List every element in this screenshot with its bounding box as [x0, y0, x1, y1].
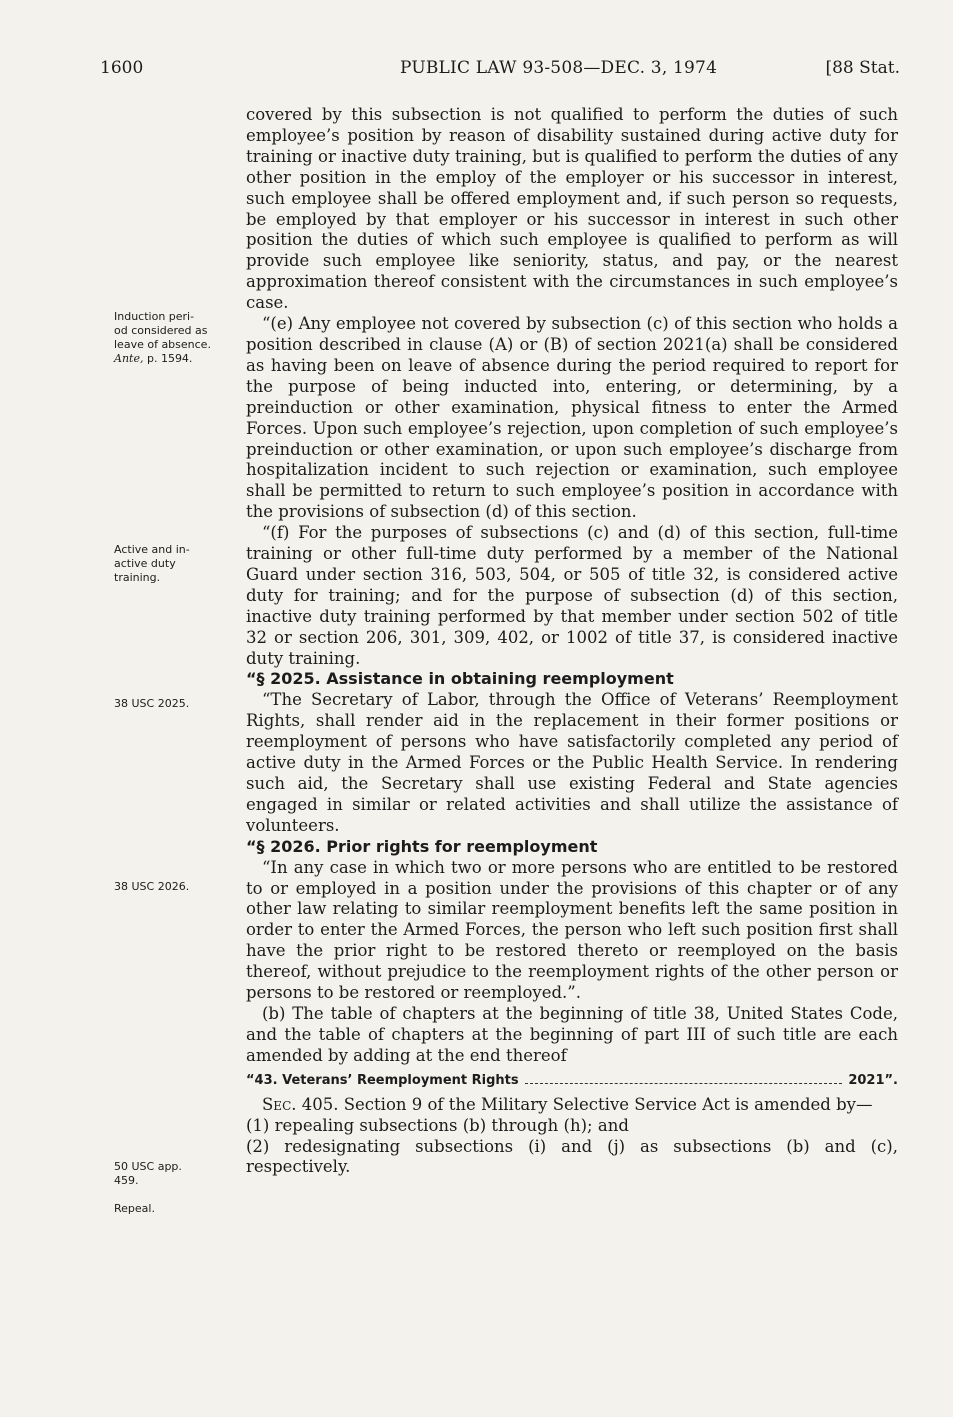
paragraph-continuation: covered by this subsection is not qualified to perform the duties of such employee’s position by reason of disability sustained during active duty for training or inactive duty training, but is qualified to perform the duties of any other position in the employ of the employer or his successor in interest, such employee shall be offered employment and, if such person so requests, be employed by that employer or his successor in interest in such other position the duties of which such employee is qualified to perform as will provide such employee like seniority, status, and pay, or the nearest approximation thereof consistent with the circumstances in such employee’s case. — [246, 105, 898, 313]
toc-section-number: 2021”. — [848, 1072, 898, 1088]
margin-note-usc-2026: 38 USC 2026. — [114, 880, 190, 893]
margin-note-line: leave of absence. — [114, 338, 211, 351]
section-heading-2025: “§ 2025. Assistance in obtaining reemployment — [246, 669, 674, 689]
margin-note-line: 50 USC app. — [114, 1160, 182, 1173]
paragraph-subsection-b: (b) The table of chapters at the beginning of title 38, United States Code, and the table of chapters at the beginning of part III of such title are each amended by adding at the end thereof — [246, 1003, 898, 1065]
margin-note-usc-459 — [114, 1160, 236, 1188]
margin-note-active-duty — [114, 543, 236, 585]
page-header — [100, 58, 900, 88]
margin-note-usc-2025: 38 USC 2025. — [114, 697, 190, 710]
body-text — [246, 105, 898, 1178]
margin-note-line: 459. — [114, 1174, 139, 1187]
margin-note-line: Induction peri- — [114, 310, 195, 323]
page-number: 1600 — [100, 58, 144, 78]
paragraph-section-2025: “The Secretary of Labor, through the Office of Veterans’ Reemployment Rights, shall render aid in the replacement in their former positions or reemployment of persons who have satisfactorily completed any period of active duty in the Armed Forces or the Public Health Service. In rendering such aid, the Secretary shall use existing Federal and State agencies engaged in similar or related activities and shall utilize the assistance of volunteers. — [246, 690, 898, 835]
margin-note-repeal: Repeal. — [114, 1202, 155, 1215]
margin-note-line: od considered as — [114, 324, 208, 337]
section-text: Section 9 of the Military Selective Service Act is amended by— — [338, 1094, 873, 1114]
margin-note-line: active duty — [114, 557, 176, 570]
paragraph-sec-405 — [246, 1095, 898, 1116]
list-item-2: (2) redesignating subsections (i) and (j) as subsections (b) and (c), respectively. — [246, 1136, 898, 1177]
running-title: PUBLIC LAW 93-508—DEC. 3, 1974 — [400, 58, 718, 78]
toc-chapter-title: “43. Veterans’ Reemployment Rights — [246, 1072, 519, 1088]
list-item-1: (1) repealing subsections (b) through (h); and — [246, 1115, 629, 1135]
margin-note-line: Active and in- — [114, 543, 190, 556]
page-reference: p. 1594. — [143, 352, 193, 365]
paragraph-subsection-f: “(f) For the purposes of subsections (c) and (d) of this section, full-time training or other full-time duty performed by a member of the National Guard under section 316, 503, 504, or 505 of title 32, is considered active duty for training; and for the purpose of subsection (d) of this section, inactive duty training performed by that member under section 502 of title 32 or section 206, 301, 309, 402, or 1002 of title 37, is considered inactive duty training. — [246, 523, 898, 668]
statute-reference: [88 Stat. — [825, 58, 900, 78]
toc-leader — [525, 1083, 843, 1084]
margin-note-line: training. — [114, 571, 161, 584]
paragraph-subsection-e: “(e) Any employee not covered by subsection (c) of this section who holds a position described in clause (A) or (B) of section 2021(a) shall be considered as having been on leave of absence during the period required to report for the purpose of being inducted into, entering, or determining, by a preinduction or other examination, physical fitness to enter the Armed Forces. Upon such employee’s rejection, upon completion of such employee’s preinduction or other examination, or upon such employee’s discharge from hospitalization incident to such rejection or examination, such employee shall be permitted to return to such employee’s position in accordance with the provisions of subsection (d) of this section. — [246, 314, 898, 522]
paragraph-section-2026: “In any case in which two or more persons who are entitled to be restored to or employed in a position under the provisions of this chapter or of any other law relating to similar reemployment benefits left the same position in order to enter the Armed Forces, the person who left such position first shall have the prior right to be restored thereto or reemployed on the basis thereof, without prejudice to the reemployment rights of the other person or persons to be restored or reemployed.”. — [246, 857, 898, 1003]
margin-note-induction — [114, 310, 236, 366]
ante-reference: Ante, — [114, 352, 144, 365]
section-heading-2026: “§ 2026. Prior rights for reemployment — [246, 836, 598, 856]
table-of-chapters-entry — [246, 1069, 898, 1093]
margin-note-line — [114, 352, 236, 366]
section-label: Sec. 405. — [262, 1094, 339, 1114]
